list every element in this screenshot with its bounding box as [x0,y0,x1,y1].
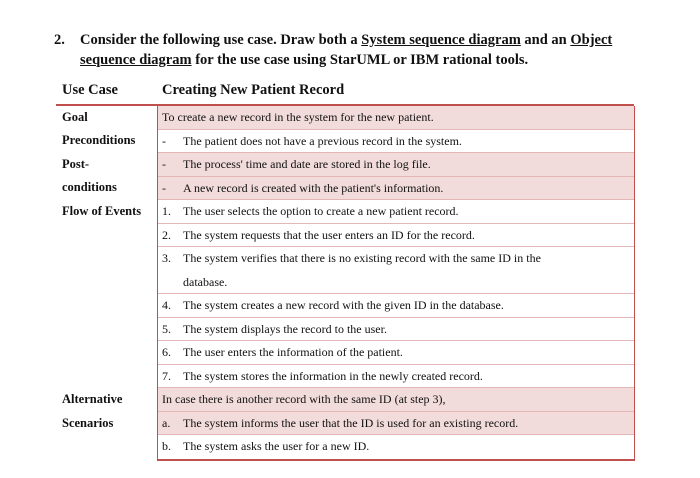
use-case-table [56,80,634,453]
object-term: Object [570,32,613,48]
flow-step-row [158,365,634,389]
label-scenarios: Scenarios [62,416,114,430]
alternative-intro-text: In case there is another record with the same ID (at step 3), [162,392,446,406]
step-text: The system verifies that there is no existing record with the same ID in the [183,251,541,265]
flow-step-row [158,200,634,224]
alternative-intro-row [158,388,634,412]
step-number: 3. [162,251,171,265]
alternative-step-row [158,435,634,459]
flow-step-row [158,341,634,365]
alternative-text: The system informs the user that the ID is used for an existing record. [183,415,519,430]
step-text: The user enters the information of the patient. [183,345,403,359]
list-marker: - [162,180,166,195]
postcondition-text: The process' time and date are stored in the log file. [183,157,431,171]
alternative-text: The system asks the user for a new ID. [183,439,370,453]
step-text-continued: database. [183,274,228,289]
goal-row [158,106,634,130]
goal-text: To create a new record in the system for the new patient. [162,110,434,124]
label-preconditions: Preconditions [62,133,136,147]
step-text: The user selects the option to create a new patient record. [183,204,459,218]
postcondition-row [158,153,634,177]
alternative-marker: b. [162,439,171,453]
precondition-text: The patient does not have a previous record in the system. [183,133,462,148]
step-number: 6. [162,345,171,359]
step-number: 2. [162,227,171,242]
step-number: 1. [162,204,171,218]
question-line-1 [54,30,654,50]
step-text: The system displays the record to the user. [183,321,387,336]
list-marker: - [162,133,166,148]
question-part-1: Consider the following use case. Draw both a [80,32,362,48]
flow-step-row [158,318,634,342]
precondition-row [158,130,634,154]
list-marker: - [162,157,166,171]
step-text: The system requests that the user enters an ID for the record. [183,227,475,242]
label-flow-of-events: Flow of Events [62,204,142,218]
question-part-2: and an [520,32,571,48]
label-conditions: conditions [62,180,117,194]
step-number: 7. [162,368,171,383]
step-text: The system creates a new record with the given ID in the database. [183,298,504,312]
flow-step-row [158,247,634,294]
flow-step-row [158,294,634,318]
table-header [56,80,634,106]
postcondition-row [158,177,634,201]
label-alternative: Alternative [62,392,123,406]
header-label: Use Case [62,82,118,98]
alternative-step-row [158,412,634,436]
postcondition-text: A new record is created with the patient's information. [183,180,444,195]
content-cells [157,106,635,461]
question-text [54,30,654,70]
system-sequence-diagram-term: System sequence diagram [361,32,521,48]
alternative-marker: a. [162,415,171,430]
step-number: 5. [162,321,171,336]
question-number: 2. [54,32,65,48]
header-value: Creating New Patient Record [162,82,345,98]
label-post: Post- [62,157,90,171]
question-line-2 [54,50,654,70]
label-goal: Goal [62,110,88,124]
question-part-3: for the use case using StarUML or IBM rational tools. [191,52,529,68]
object-sequence-diagram-term: sequence diagram [80,52,192,68]
step-text: The system stores the information in the newly created record. [183,368,483,383]
flow-step-row [158,224,634,248]
step-number: 4. [162,298,171,312]
